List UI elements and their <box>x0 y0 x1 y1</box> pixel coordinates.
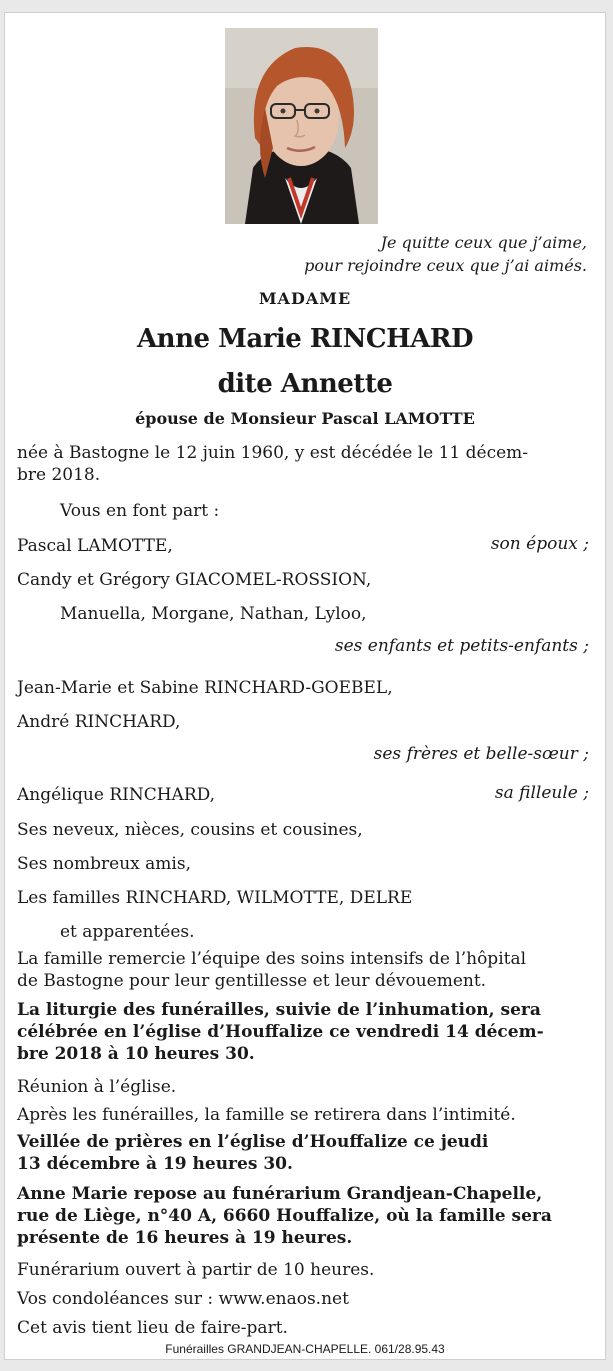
honorific-title: MADAME <box>258 289 352 308</box>
thanks-paragraph <box>17 948 592 992</box>
sibling-1-names: Jean-Marie et Sabine RINCHARD-GOEBEL, <box>17 678 393 698</box>
quote-line-1: Je quitte ceux que j’aime, <box>380 233 587 252</box>
rest-line-1: Anne Marie repose au funérarium Grandjean-Chapelle, <box>17 1184 543 1204</box>
meeting-line: Réunion à l’église. <box>17 1077 177 1097</box>
quote-line-2: pour rejoindre ceux que j’ai aimés. <box>304 256 587 275</box>
spouse-line: épouse de Monsieur Pascal LAMOTTE <box>135 409 475 428</box>
children-names: Candy et Grégory GIACOMEL-ROSSION, <box>17 570 372 590</box>
notice-line: Cet avis tient lieu de faire-part. <box>17 1318 288 1338</box>
liturgy-line-2: célébrée en l’église d’Houffalize ce vendredi 14 décem- <box>17 1022 544 1042</box>
goddaughter-name: Angélique RINCHARD, <box>17 785 216 805</box>
rest-line-2: rue de Liège, n°40 A, 6660 Houffalize, où la famille sera <box>17 1206 552 1226</box>
families-line: Les familles RINCHARD, WILMOTTE, DELRE <box>17 888 413 908</box>
birth-death-info <box>17 442 592 486</box>
vigil-line-1: Veillée de prières en l’église d’Houffalize ce jeudi <box>17 1132 489 1152</box>
thanks-line-2: de Bastogne pour leur gentillesse et leur dévouement. <box>17 971 487 991</box>
friends-line: Ses nombreux amis, <box>17 854 191 874</box>
rest-line-3: présente de 16 heures à 19 heures. <box>17 1228 353 1248</box>
rest-paragraph <box>17 1183 592 1249</box>
liturgy-line-1: La liturgie des funérailles, suivie de l’inhumation, sera <box>17 1000 541 1020</box>
sibling-2-name: André RINCHARD, <box>17 712 181 732</box>
deceased-alias: dite Annette <box>217 369 393 399</box>
goddaughter-role: sa filleule ; <box>494 783 589 803</box>
related-line: et apparentées. <box>60 922 195 942</box>
grandchildren-names: Manuella, Morgane, Nathan, Lyloo, <box>60 604 367 624</box>
birth-line-2: bre 2018. <box>17 465 101 485</box>
liturgy-paragraph <box>17 999 592 1065</box>
after-funeral-line: Après les funérailles, la famille se retirera dans l’intimité. <box>17 1105 516 1125</box>
funeral-director-footer: Funérailles GRANDJEAN-CHAPELLE. 061/28.95.43 <box>165 1342 445 1356</box>
obituary-notice <box>4 12 606 1360</box>
portrait-photo <box>225 28 378 224</box>
birth-line-1: née à Bastogne le 12 juin 1960, y est décédée le 11 décem- <box>17 443 529 463</box>
husband-role: son époux ; <box>490 534 589 554</box>
vigil-paragraph <box>17 1131 592 1175</box>
liturgy-line-3: bre 2018 à 10 heures 30. <box>17 1044 255 1064</box>
siblings-role: ses frères et belle-sœur ; <box>373 744 589 764</box>
thanks-line-1: La famille remercie l’équipe des soins intensifs de l’hôpital <box>17 949 527 969</box>
deceased-name: Anne Marie RINCHARD <box>137 324 473 354</box>
nephews-line: Ses neveux, nièces, cousins et cousines, <box>17 820 363 840</box>
funeral-home-hours: Funérarium ouvert à partir de 10 heures. <box>17 1260 375 1280</box>
announce-line: Vous en font part : <box>60 501 220 521</box>
vigil-line-2: 13 décembre à 19 heures 30. <box>17 1154 293 1174</box>
epitaph-quote <box>304 231 587 277</box>
children-role: ses enfants et petits-enfants ; <box>334 636 589 656</box>
husband-name: Pascal LAMOTTE, <box>17 536 173 556</box>
condolences-line: Vos condoléances sur : www.enaos.net <box>17 1289 349 1309</box>
